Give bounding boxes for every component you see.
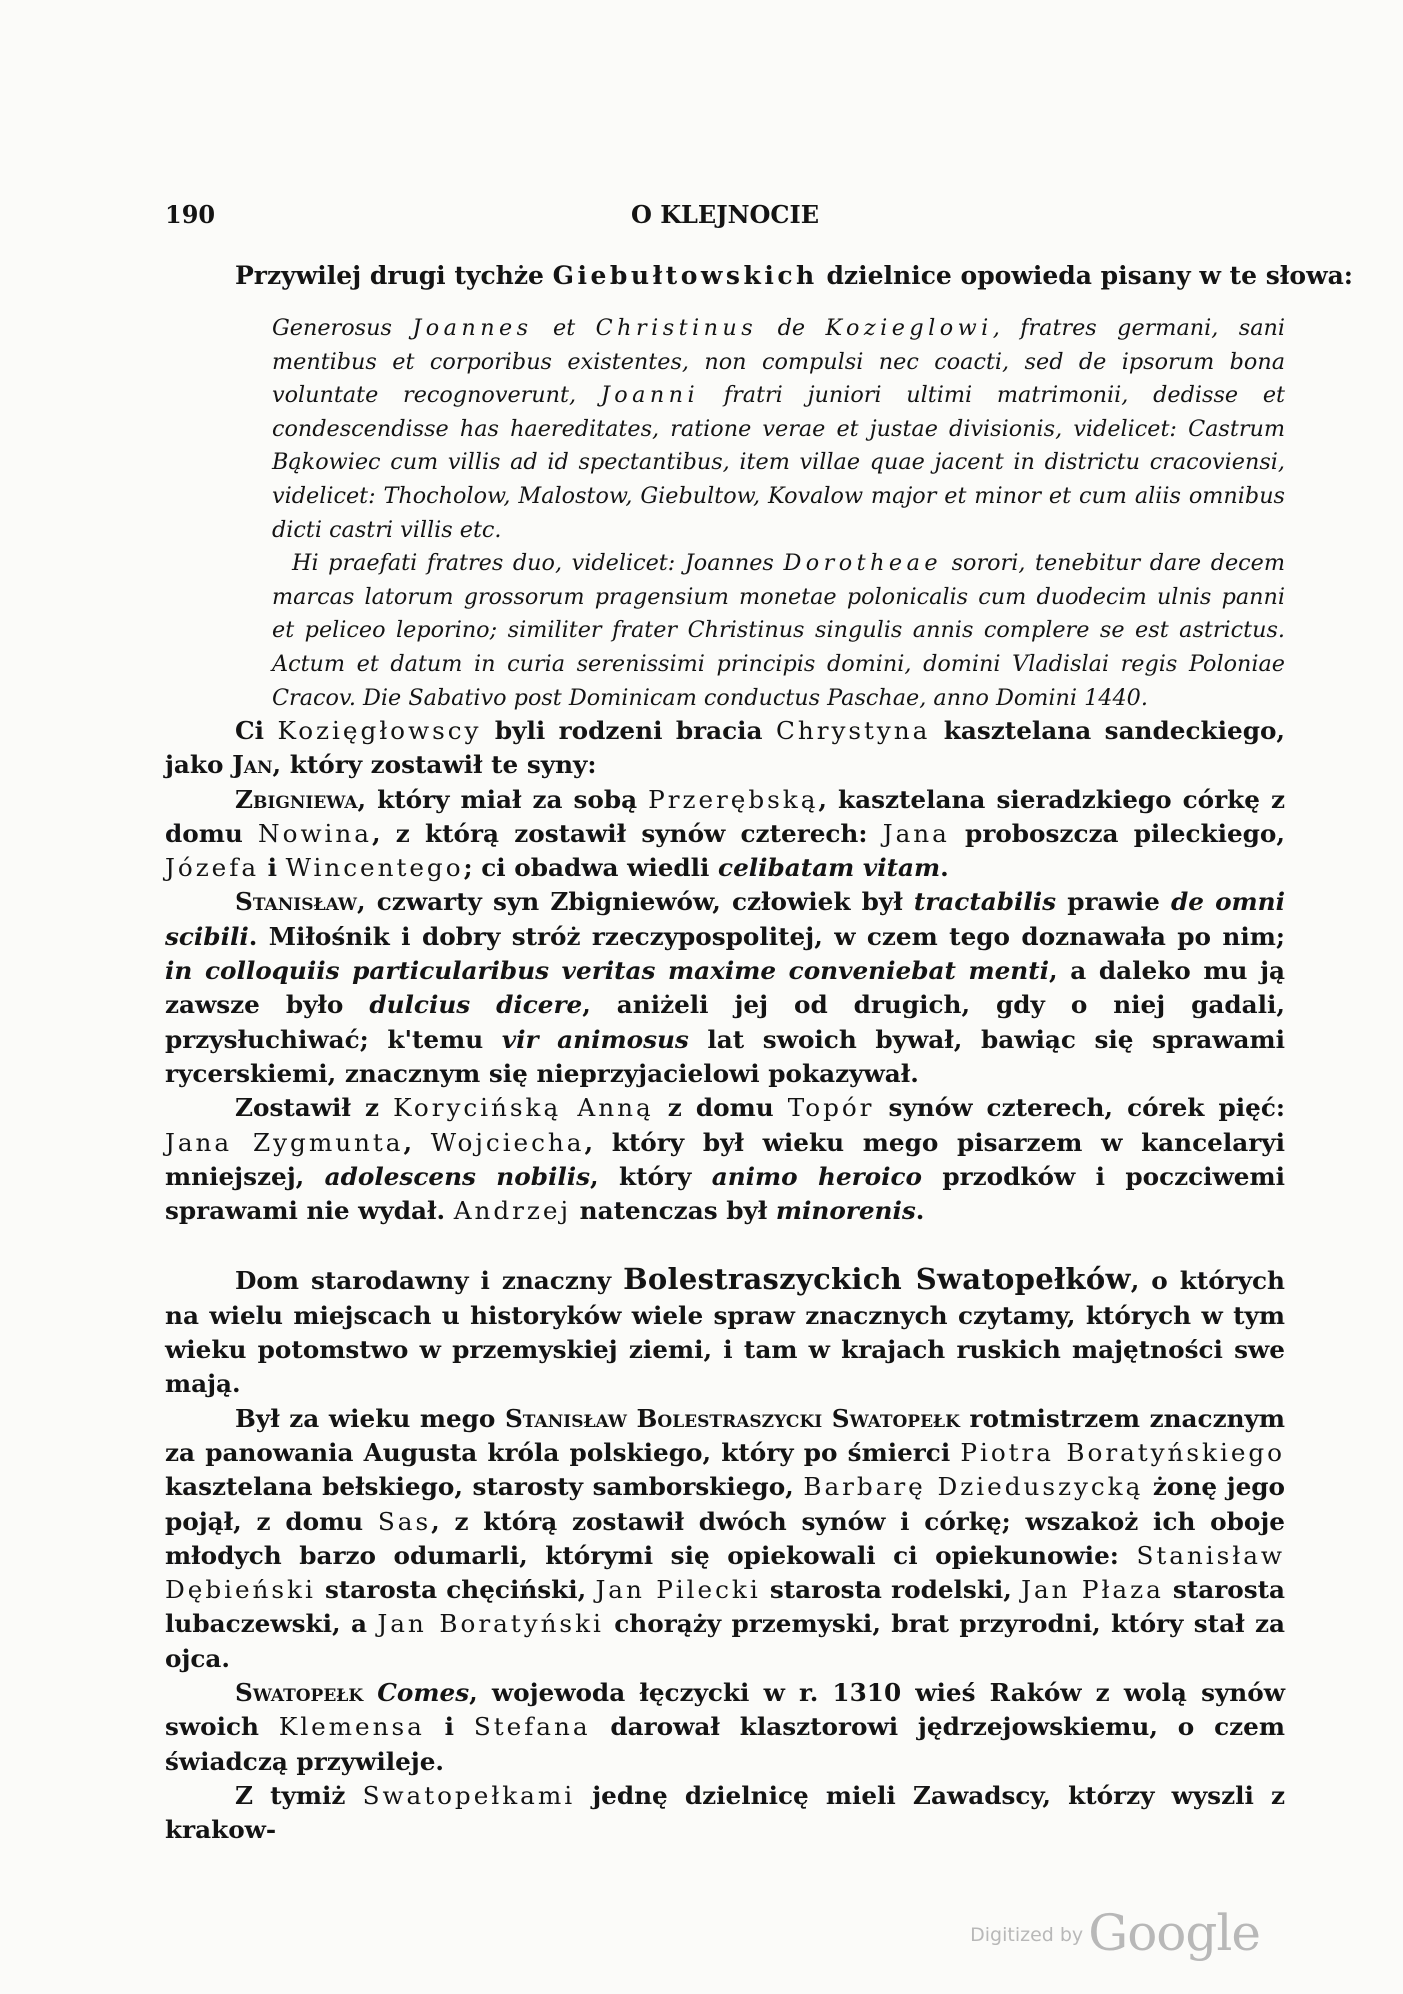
digitized-by-google-watermark: Digitized by Google	[970, 1904, 1260, 1962]
body-paragraph: Zbigniewa, który miał za sobą Przerębską, kasztelana sieradzkiego córkę z domu Nowina, z którą zostawił synów czterech: Jana proboszcza pileckiego, Józefa i Wincentego; ci obadwa wiedli celibatam vitam.	[165, 784, 1285, 883]
body-paragraph: Ci Kozięgłowscy byli rodzeni bracia Chrystyna kasztelana sandeckiego, jako Jan, który zostawił te syny:	[165, 716, 1286, 780]
latin-paragraph: Generosus Joannes et Christinus de Kozieglowi, fratres germani, sani mentibus et corporibus existentes, non compulsi nec coacti, sed de ipsorum bona voluntate recognoverunt, Joanni fratri juniori ultimi matrimonii, dedisse et condescendisse has haereditates, ratione verae et justae divisionis, videlicet: Castrum Bąkowiec cum villis ad id spectantibus, item villae quae jacent in districtu cracoviensi, videlicet: Thocholow, Malostow, Giebultow, Kovalow major et minor et cum aliis omnibus dicti castri villis etc.	[272, 315, 1285, 543]
latin-paragraph: Hi praefati fratres duo, videlicet: Joannes Dorotheae sorori, tenebitur dare decem marcas latorum grossorum pragensium monetae polonicalis cum duodecim ulnis panni et peliceo leporino; similiter frater Christinus singulis annis complere se est astrictus. Actum et datum in curia serenissimi principis domini, domini Vladislai regis Poloniae Cracov. Die Sabativo post Dominicam conductus Paschae, anno Domini 1440.	[272, 550, 1286, 711]
intro-line: Przywilej drugi tychże Giebułtowskich dzielnice opowieda pisany w te słowa:	[235, 261, 1354, 290]
body-paragraph: Z tymiż Swatopełkami jednę dzielnicę mieli Zawadscy, którzy wyszli z krakow-	[165, 1780, 1286, 1845]
google-logo: Google	[1088, 1904, 1260, 1962]
latin-charter-quote	[272, 312, 1285, 715]
running-title: O KLEJNOCIE	[630, 200, 820, 229]
body-text	[165, 714, 1285, 1848]
body-paragraph: Swatopełk Comes, wojewoda łęczycki w r. 1310 wieś Raków z wolą synów swoich Klemensa i Stefana darował klasztorowi jędrzejowskiemu, o czem świadczą przywileje.	[165, 1678, 1285, 1776]
page-number: 190	[165, 200, 216, 229]
body-paragraph: Był za wieku mego Stanisław Bolestraszycki Swatopełk rotmistrzem znacznym za panowania Augusta króla polskiego, który po śmierci Piotra Boratyńskiego kasztelana bełskiego, starosty samborskiego, Barbarę Dzieduszycką żonę jego pojął, z domu Sas, z którą zostawił dwóch synów i córkę; wszakoż ich oboje młodych barzo odumarli, którymi się opiekowali ci opiekunowie: Stanisław Dębieński starosta chęciński, Jan Pilecki starosta rodelski, Jan Płaza starosta lubaczewski, a Jan Boratyński chorąży przemyski, brat przyrodni, który stał za ojca.	[165, 1403, 1286, 1673]
body-paragraph: Stanisław, czwarty syn Zbigniewów, człowiek był tractabilis prawie de omni scibili. Miłośnik i dobry stróż rzeczypospolitej, w czem tego doznawała po nim; in colloquiis particularibus veritas maxime conveniebat menti, a daleko mu ją zawsze było dulcius dicere, aniżeli jej od drugich, gdy o niej gadali, przysłuchiwać; k'temu vir animosus lat swoich bywał, bawiąc się sprawami rycerskiemi, znacznym się nieprzyjacielowi pokazywał.	[165, 887, 1285, 1088]
body-paragraph: Zostawił z Korycińską Anną z domu Topór synów czterech, córek pięć: Jana Zygmunta, Wojciecha, który był wieku mego pisarzem w kancelaryi mniejszej, adolescens nobilis, który animo heroico przodków i poczciwemi sprawami nie wydał. Andrzej natenczas był minorenis.	[165, 1093, 1285, 1226]
section-heading-name: Bolestraszyckich Swatopełków	[623, 1262, 1131, 1297]
body-paragraph: Dom starodawny i znaczny Bolestraszyckich Swatopełków, o których na wielu miejscach u historyków wiele spraw znacznych czytamy, których w tym wieku potomstwo w przemyskiej ziemi, i tam w krajach ruskich majętności swe mają.	[165, 1262, 1285, 1399]
